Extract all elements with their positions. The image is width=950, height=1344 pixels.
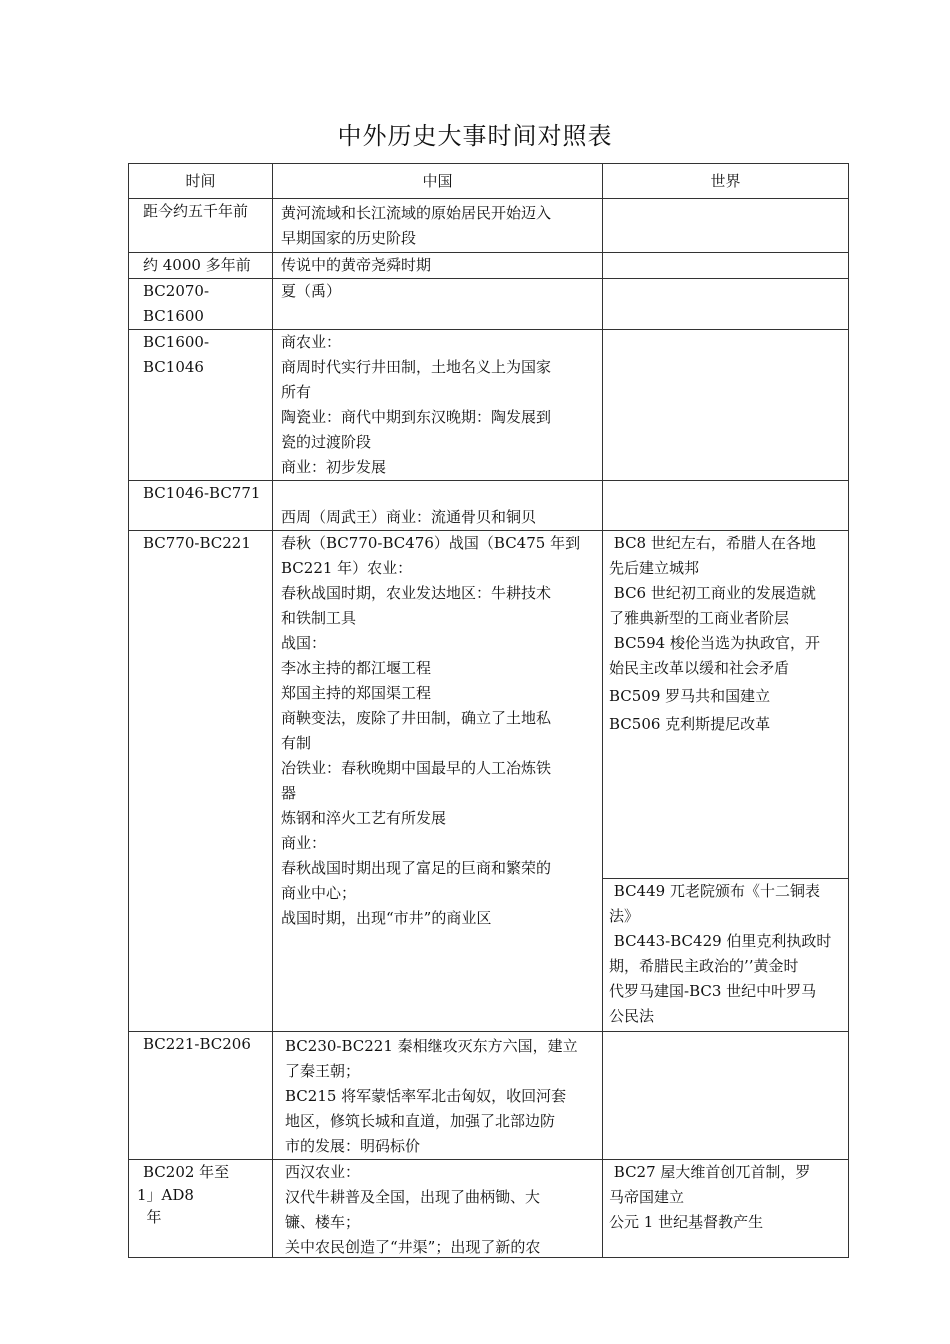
world-cell: BC8 世纪左右，希腊人在各地 先后建立城邦 BC6 世纪初工商业的发展造就 了雅典新型的工商业者阶层 BC594 梭伦当选为执政官，开 始民主改革以缓和社会矛盾 BC509 罗马共和国建立 BC506 克利斯提尼改革: [603, 531, 849, 879]
world-cell: BC27 屋大维首创兀首制，罗 马帝国建立 公元 1 世纪基督教产生: [603, 1160, 849, 1258]
world-cell: [603, 279, 849, 330]
china-cell: 西周（周武王）商业：流通骨贝和铜贝: [273, 481, 603, 531]
china-cell: 黄河流域和长江流域的原始居民开始迈入 早期国家的历史阶段: [273, 199, 603, 253]
header-time: 时间: [129, 164, 273, 199]
time-cell: 约 4000 多年前: [129, 253, 273, 279]
table-row: [129, 1032, 849, 1160]
time-cell: BC1046-BC771: [129, 481, 273, 531]
world-cell: [603, 330, 849, 481]
world-cell: [603, 253, 849, 279]
header-world: 世界: [603, 164, 849, 199]
table-row: [129, 481, 849, 531]
time-cell: BC2070-BC1600: [129, 279, 273, 330]
time-cell: BC221-BC206: [129, 1032, 273, 1160]
world-cell: BC449 兀老院颁布《十二铜表 法》 BC443-BC429 伯里克利执政时 期，希腊民主政治的’’黄金时 代罗马建国-BC3 世纪中叶罗马 公民法: [603, 879, 849, 1032]
china-cell: 西汉农业： 汉代牛耕普及全国，出现了曲柄锄、大 镰、楼车； 关中农民创造了“井渠”；出现了新的农: [273, 1160, 603, 1258]
time-cell: BC1600-BC1046: [129, 330, 273, 481]
world-cell: [603, 481, 849, 531]
time-cell: BC202 年至 1」AD8 年: [129, 1160, 273, 1258]
world-cell: [603, 1032, 849, 1160]
page-title: 中外历史大事时间对照表: [337, 122, 613, 150]
history-table: [128, 163, 849, 1258]
time-cell: 距今约五千年前: [129, 199, 273, 253]
table-row: [129, 1160, 849, 1258]
china-cell: BC230-BC221 秦相继攻灭东方六国，建立 了秦王朝； BC215 将军蒙恬率军北击匈奴，收回河套 地区，修筑长城和直道，加强了北部边防 市的发展：明码标价: [273, 1032, 603, 1160]
table-row: [129, 330, 849, 481]
time-cell: BC770-BC221: [129, 531, 273, 1032]
table-row: [129, 199, 849, 253]
header-china: 中国: [273, 164, 603, 199]
world-cell: [603, 199, 849, 253]
china-cell: 夏（禹）: [273, 279, 603, 330]
table-row: [129, 531, 849, 879]
china-cell: 春秋（BC770-BC476）战国（BC475 年到 BC221 年）农业： 春秋战国时期，农业发达地区：牛耕技术 和铁制工具 战国： 李冰主持的都江堰工程 郑国主持的郑国渠工程 商鞅变法，废除了井田制，确立了土地私 有制 冶铁业：春秋晚期中国最早的人工冶炼铁 器 炼钢和淬火工艺有所发展 商业： 春秋战国时期出现了富足的巨商和繁荣的 商业中心； 战国时期，出现“市井”的商业区: [273, 531, 603, 1032]
table-row: [129, 279, 849, 330]
china-cell: 传说中的黄帝尧舜时期: [273, 253, 603, 279]
header-row: [129, 164, 849, 199]
table-row: [129, 253, 849, 279]
china-cell: 商农业： 商周时代实行井田制，土地名义上为国家 所有 陶瓷业：商代中期到东汉晚期：陶发展到 瓷的过渡阶段 商业：初步发展: [273, 330, 603, 481]
